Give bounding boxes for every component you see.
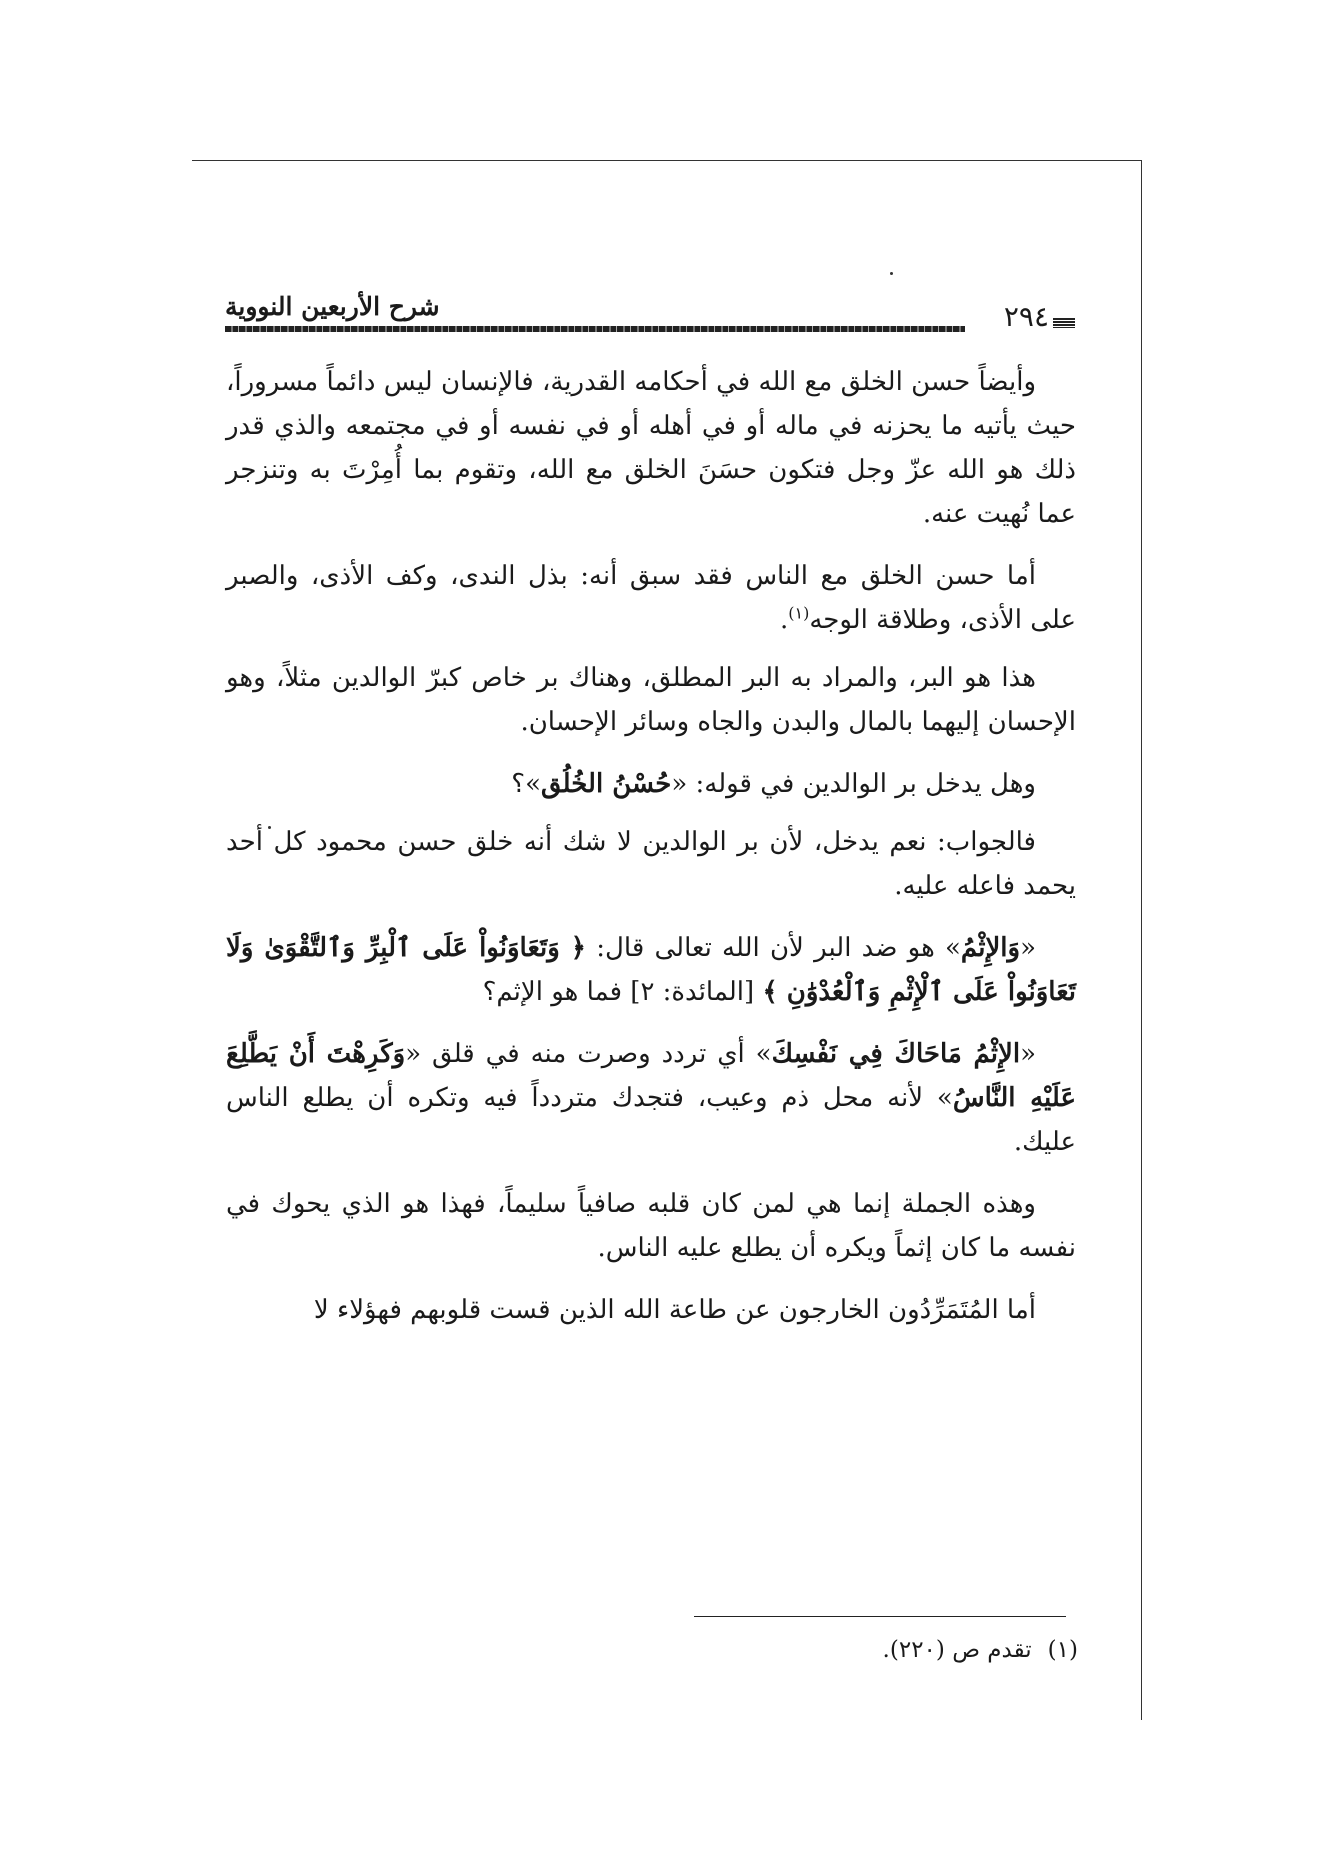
paragraph-7-open: « (1020, 1039, 1036, 1069)
paragraph-4-before: وهل يدخل بر الوالدين في قوله: « (671, 769, 1036, 799)
paragraph-9: أما المُتَمَرِّدُون الخارجون عن طاعة الله الذين قست قلوبهم فهؤلاء لا (313, 1295, 1036, 1325)
paragraph-2-text: أما حسن الخلق مع الناس فقد سبق أنه: بذل الندى، وكف الأذى، والصبر على الأذى، وطلاقة الوجه (226, 561, 1076, 635)
scan-frame-right-line (1141, 160, 1142, 1720)
paragraph-6-open: « (1020, 933, 1036, 963)
paragraph-2 (226, 554, 1076, 642)
book-title: شرح الأربعين النووية (225, 292, 440, 321)
footnote-text: تقدم ص (٢٢٠). (882, 1637, 1032, 1663)
footnote-number: (١) (1047, 1637, 1078, 1663)
paragraph-7 (226, 1032, 1076, 1164)
paragraph-6-after: [المائدة: ٢] فما هو الإثم؟ (482, 977, 763, 1007)
paragraph-4 (226, 762, 1076, 806)
paragraph-5: فالجواب: نعم يدخل، لأن بر الوالدين لا شك أنه خلق حسن محمود كل أحد يحمد فاعله عليه. (226, 827, 1076, 901)
hadith-phrase-1: الإِثْمُ مَاحَاكَ فِي نَفْسِكَ (771, 1039, 1021, 1069)
hadith-keyword: وَالإِثْمُ (960, 933, 1021, 963)
running-header (225, 292, 1075, 344)
scan-frame-top-line (192, 160, 1142, 161)
page-body (226, 360, 1076, 1350)
hadith-quote: حُسْنُ الخُلُق (540, 769, 672, 799)
footnote-reference[interactable]: (١) (788, 603, 810, 623)
paragraph-3: هذا هو البر، والمراد به البر المطلق، وهناك بر خاص كبرّ الوالدين مثلاً، وهو الإحسان إليهما بالمال والبدن والجاه وسائر الإحسان. (226, 663, 1076, 737)
paragraph-1: وأيضاً حسن الخلق مع الله في أحكامه القدرية، فالإنسان ليس دائماً مسروراً، حيث يأتيه ما يحزنه في ماله أو في أهله أو في نفسه أو في مجتمعه والذي قدر ذلك هو الله عزّ وجل فتكون حسَنَ الخلق مع الله، وتقوم بما أُمِرْتَ به وتنزجر عما نُهيت عنه. (226, 367, 1076, 529)
paragraph-7-after: » لأنه محل ذم وعيب، فتجدك متردداً فيه وتكره أن يطلع الناس عليك. (226, 1083, 1076, 1157)
paragraph-8: وهذه الجملة إنما هي لمن كان قلبه صافياً سليماً، فهذا هو الذي يحوك في نفسه ما كان إثماً ويكره أن يطلع عليه الناس. (226, 1189, 1076, 1263)
quran-verse: ﴿ وَتَعَاوَنُواْ عَلَى ٱلْبِرِّ وَٱلتَّقْوَىٰ وَلَا تَعَاوَنُواْ عَلَى ٱلْإِثْمِ وَٱلْعُدْوَٰنِ ﴾ (226, 933, 1076, 1007)
paragraph-6-mid: » هو ضد البر لأن الله تعالى قال: (586, 933, 961, 963)
paragraph-4-after: »؟ (511, 769, 541, 799)
header-rule (225, 326, 965, 332)
page-number: ٢٩٤ (1003, 300, 1049, 333)
header-rule-ornament (1053, 318, 1075, 328)
footnote-1 (700, 1632, 1078, 1668)
paragraph-6 (226, 926, 1076, 1014)
hadith-phrase-2: وَكَرِهْتَ أَنْ يَطَّلِعَ عَلَيْهِ النَّاسُ (226, 1039, 1076, 1113)
paragraph-7-mid: » أي تردد وصرت منه في قلق « (405, 1039, 772, 1069)
scan-speck (890, 272, 893, 275)
paragraph-2-tail: . (779, 605, 789, 635)
footnote-separator (694, 1616, 1066, 1617)
